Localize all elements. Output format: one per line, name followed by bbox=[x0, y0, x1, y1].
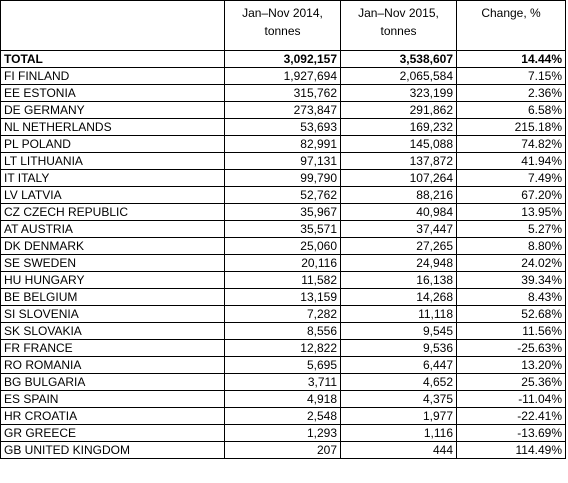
change-percent: -25.63% bbox=[457, 340, 566, 357]
value-2014: 20,116 bbox=[225, 255, 341, 272]
country-label: FR FRANCE bbox=[1, 340, 225, 357]
table-row bbox=[1, 391, 566, 408]
value-2014: 2,548 bbox=[225, 408, 341, 425]
change-percent: -22.41% bbox=[457, 408, 566, 425]
table-row bbox=[1, 340, 566, 357]
change-percent: 13.20% bbox=[457, 357, 566, 374]
value-2014: 7,282 bbox=[225, 306, 341, 323]
country-label: HR CROATIA bbox=[1, 408, 225, 425]
change-percent: 41.94% bbox=[457, 153, 566, 170]
change-percent: 5.27% bbox=[457, 221, 566, 238]
value-2014: 97,131 bbox=[225, 153, 341, 170]
value-2015: 27,265 bbox=[341, 238, 457, 255]
value-2015: 1,977 bbox=[341, 408, 457, 425]
value-2014: 25,060 bbox=[225, 238, 341, 255]
value-2015: 323,199 bbox=[341, 85, 457, 102]
value-2015: 291,862 bbox=[341, 102, 457, 119]
table-row bbox=[1, 442, 566, 459]
value-2014: 11,582 bbox=[225, 272, 341, 289]
change-percent: 39.34% bbox=[457, 272, 566, 289]
value-2015: 444 bbox=[341, 442, 457, 459]
country-label: EE ESTONIA bbox=[1, 85, 225, 102]
country-label: DE GERMANY bbox=[1, 102, 225, 119]
change-percent: 114.49% bbox=[457, 442, 566, 459]
country-label: SI SLOVENIA bbox=[1, 306, 225, 323]
header-2015-line1: Jan–Nov 2015, bbox=[358, 6, 439, 20]
country-label: GB UNITED KINGDOM bbox=[1, 442, 225, 459]
value-2015: 9,545 bbox=[341, 323, 457, 340]
header-blank-cell bbox=[1, 1, 225, 51]
table-row bbox=[1, 255, 566, 272]
table-row bbox=[1, 136, 566, 153]
table-row bbox=[1, 323, 566, 340]
country-label: SK SLOVAKIA bbox=[1, 323, 225, 340]
country-label: BG BULGARIA bbox=[1, 374, 225, 391]
header-row bbox=[1, 1, 566, 51]
total-label: TOTAL bbox=[1, 51, 225, 68]
country-label: GR GREECE bbox=[1, 425, 225, 442]
country-label: BE BELGIUM bbox=[1, 289, 225, 306]
value-2015: 88,216 bbox=[341, 187, 457, 204]
value-2015: 1,116 bbox=[341, 425, 457, 442]
change-percent: 24.02% bbox=[457, 255, 566, 272]
value-2014: 12,822 bbox=[225, 340, 341, 357]
table-row bbox=[1, 119, 566, 136]
country-label: DK DENMARK bbox=[1, 238, 225, 255]
table-row bbox=[1, 102, 566, 119]
value-2014: 1,293 bbox=[225, 425, 341, 442]
country-label: NL NETHERLANDS bbox=[1, 119, 225, 136]
country-label: SE SWEDEN bbox=[1, 255, 225, 272]
value-2015: 137,872 bbox=[341, 153, 457, 170]
total-change: 14.44% bbox=[457, 51, 566, 68]
country-label: RO ROMANIA bbox=[1, 357, 225, 374]
value-2014: 35,967 bbox=[225, 204, 341, 221]
value-2014: 3,711 bbox=[225, 374, 341, 391]
table-row bbox=[1, 306, 566, 323]
table-row bbox=[1, 221, 566, 238]
table-row bbox=[1, 238, 566, 255]
change-percent: 2.36% bbox=[457, 85, 566, 102]
value-2015: 16,138 bbox=[341, 272, 457, 289]
change-percent: 7.15% bbox=[457, 68, 566, 85]
change-percent: -11.04% bbox=[457, 391, 566, 408]
country-label: IT ITALY bbox=[1, 170, 225, 187]
country-label: LV LATVIA bbox=[1, 187, 225, 204]
value-2014: 82,991 bbox=[225, 136, 341, 153]
value-2015: 107,264 bbox=[341, 170, 457, 187]
value-2015: 4,375 bbox=[341, 391, 457, 408]
change-percent: -13.69% bbox=[457, 425, 566, 442]
table-row bbox=[1, 68, 566, 85]
change-percent: 13.95% bbox=[457, 204, 566, 221]
country-label: AT AUSTRIA bbox=[1, 221, 225, 238]
country-label: ES SPAIN bbox=[1, 391, 225, 408]
value-2014: 5,695 bbox=[225, 357, 341, 374]
table-row bbox=[1, 289, 566, 306]
value-2015: 2,065,584 bbox=[341, 68, 457, 85]
country-label: LT LITHUANIA bbox=[1, 153, 225, 170]
value-2015: 11,118 bbox=[341, 306, 457, 323]
table-row bbox=[1, 408, 566, 425]
table-row bbox=[1, 357, 566, 374]
table-row bbox=[1, 153, 566, 170]
header-2014 bbox=[225, 1, 341, 51]
header-change bbox=[457, 1, 566, 51]
value-2015: 14,268 bbox=[341, 289, 457, 306]
table-row bbox=[1, 85, 566, 102]
value-2014: 273,847 bbox=[225, 102, 341, 119]
change-percent: 52.68% bbox=[457, 306, 566, 323]
change-percent: 8.43% bbox=[457, 289, 566, 306]
change-percent: 25.36% bbox=[457, 374, 566, 391]
country-label: CZ CZECH REPUBLIC bbox=[1, 204, 225, 221]
value-2015: 4,652 bbox=[341, 374, 457, 391]
change-percent: 215.18% bbox=[457, 119, 566, 136]
table-row bbox=[1, 272, 566, 289]
value-2015: 6,447 bbox=[341, 357, 457, 374]
value-2014: 13,159 bbox=[225, 289, 341, 306]
header-2015 bbox=[341, 1, 457, 51]
value-2015: 40,984 bbox=[341, 204, 457, 221]
change-percent: 11.56% bbox=[457, 323, 566, 340]
change-percent: 8.80% bbox=[457, 238, 566, 255]
table-row bbox=[1, 374, 566, 391]
value-2014: 53,693 bbox=[225, 119, 341, 136]
value-2015: 24,948 bbox=[341, 255, 457, 272]
value-2015: 9,536 bbox=[341, 340, 457, 357]
change-percent: 74.82% bbox=[457, 136, 566, 153]
value-2014: 1,927,694 bbox=[225, 68, 341, 85]
value-2014: 4,918 bbox=[225, 391, 341, 408]
value-2015: 145,088 bbox=[341, 136, 457, 153]
country-label: FI FINLAND bbox=[1, 68, 225, 85]
change-percent: 7.49% bbox=[457, 170, 566, 187]
value-2015: 37,447 bbox=[341, 221, 457, 238]
table-row bbox=[1, 170, 566, 187]
table-row bbox=[1, 187, 566, 204]
value-2014: 315,762 bbox=[225, 85, 341, 102]
total-2015: 3,538,607 bbox=[341, 51, 457, 68]
table-row bbox=[1, 425, 566, 442]
value-2014: 35,571 bbox=[225, 221, 341, 238]
country-label: PL POLAND bbox=[1, 136, 225, 153]
header-change-label: Change, % bbox=[481, 6, 541, 20]
total-row bbox=[1, 51, 566, 68]
value-2014: 99,790 bbox=[225, 170, 341, 187]
header-2014-line1: Jan–Nov 2014, bbox=[242, 6, 323, 20]
value-2015: 169,232 bbox=[341, 119, 457, 136]
header-2015-line2: tonnes bbox=[380, 24, 417, 38]
country-label: HU HUNGARY bbox=[1, 272, 225, 289]
value-2014: 8,556 bbox=[225, 323, 341, 340]
change-percent: 6.58% bbox=[457, 102, 566, 119]
total-2014: 3,092,157 bbox=[225, 51, 341, 68]
value-2014: 52,762 bbox=[225, 187, 341, 204]
table-row bbox=[1, 204, 566, 221]
value-2014: 207 bbox=[225, 442, 341, 459]
change-percent: 67.20% bbox=[457, 187, 566, 204]
header-2014-line2: tonnes bbox=[264, 24, 301, 38]
